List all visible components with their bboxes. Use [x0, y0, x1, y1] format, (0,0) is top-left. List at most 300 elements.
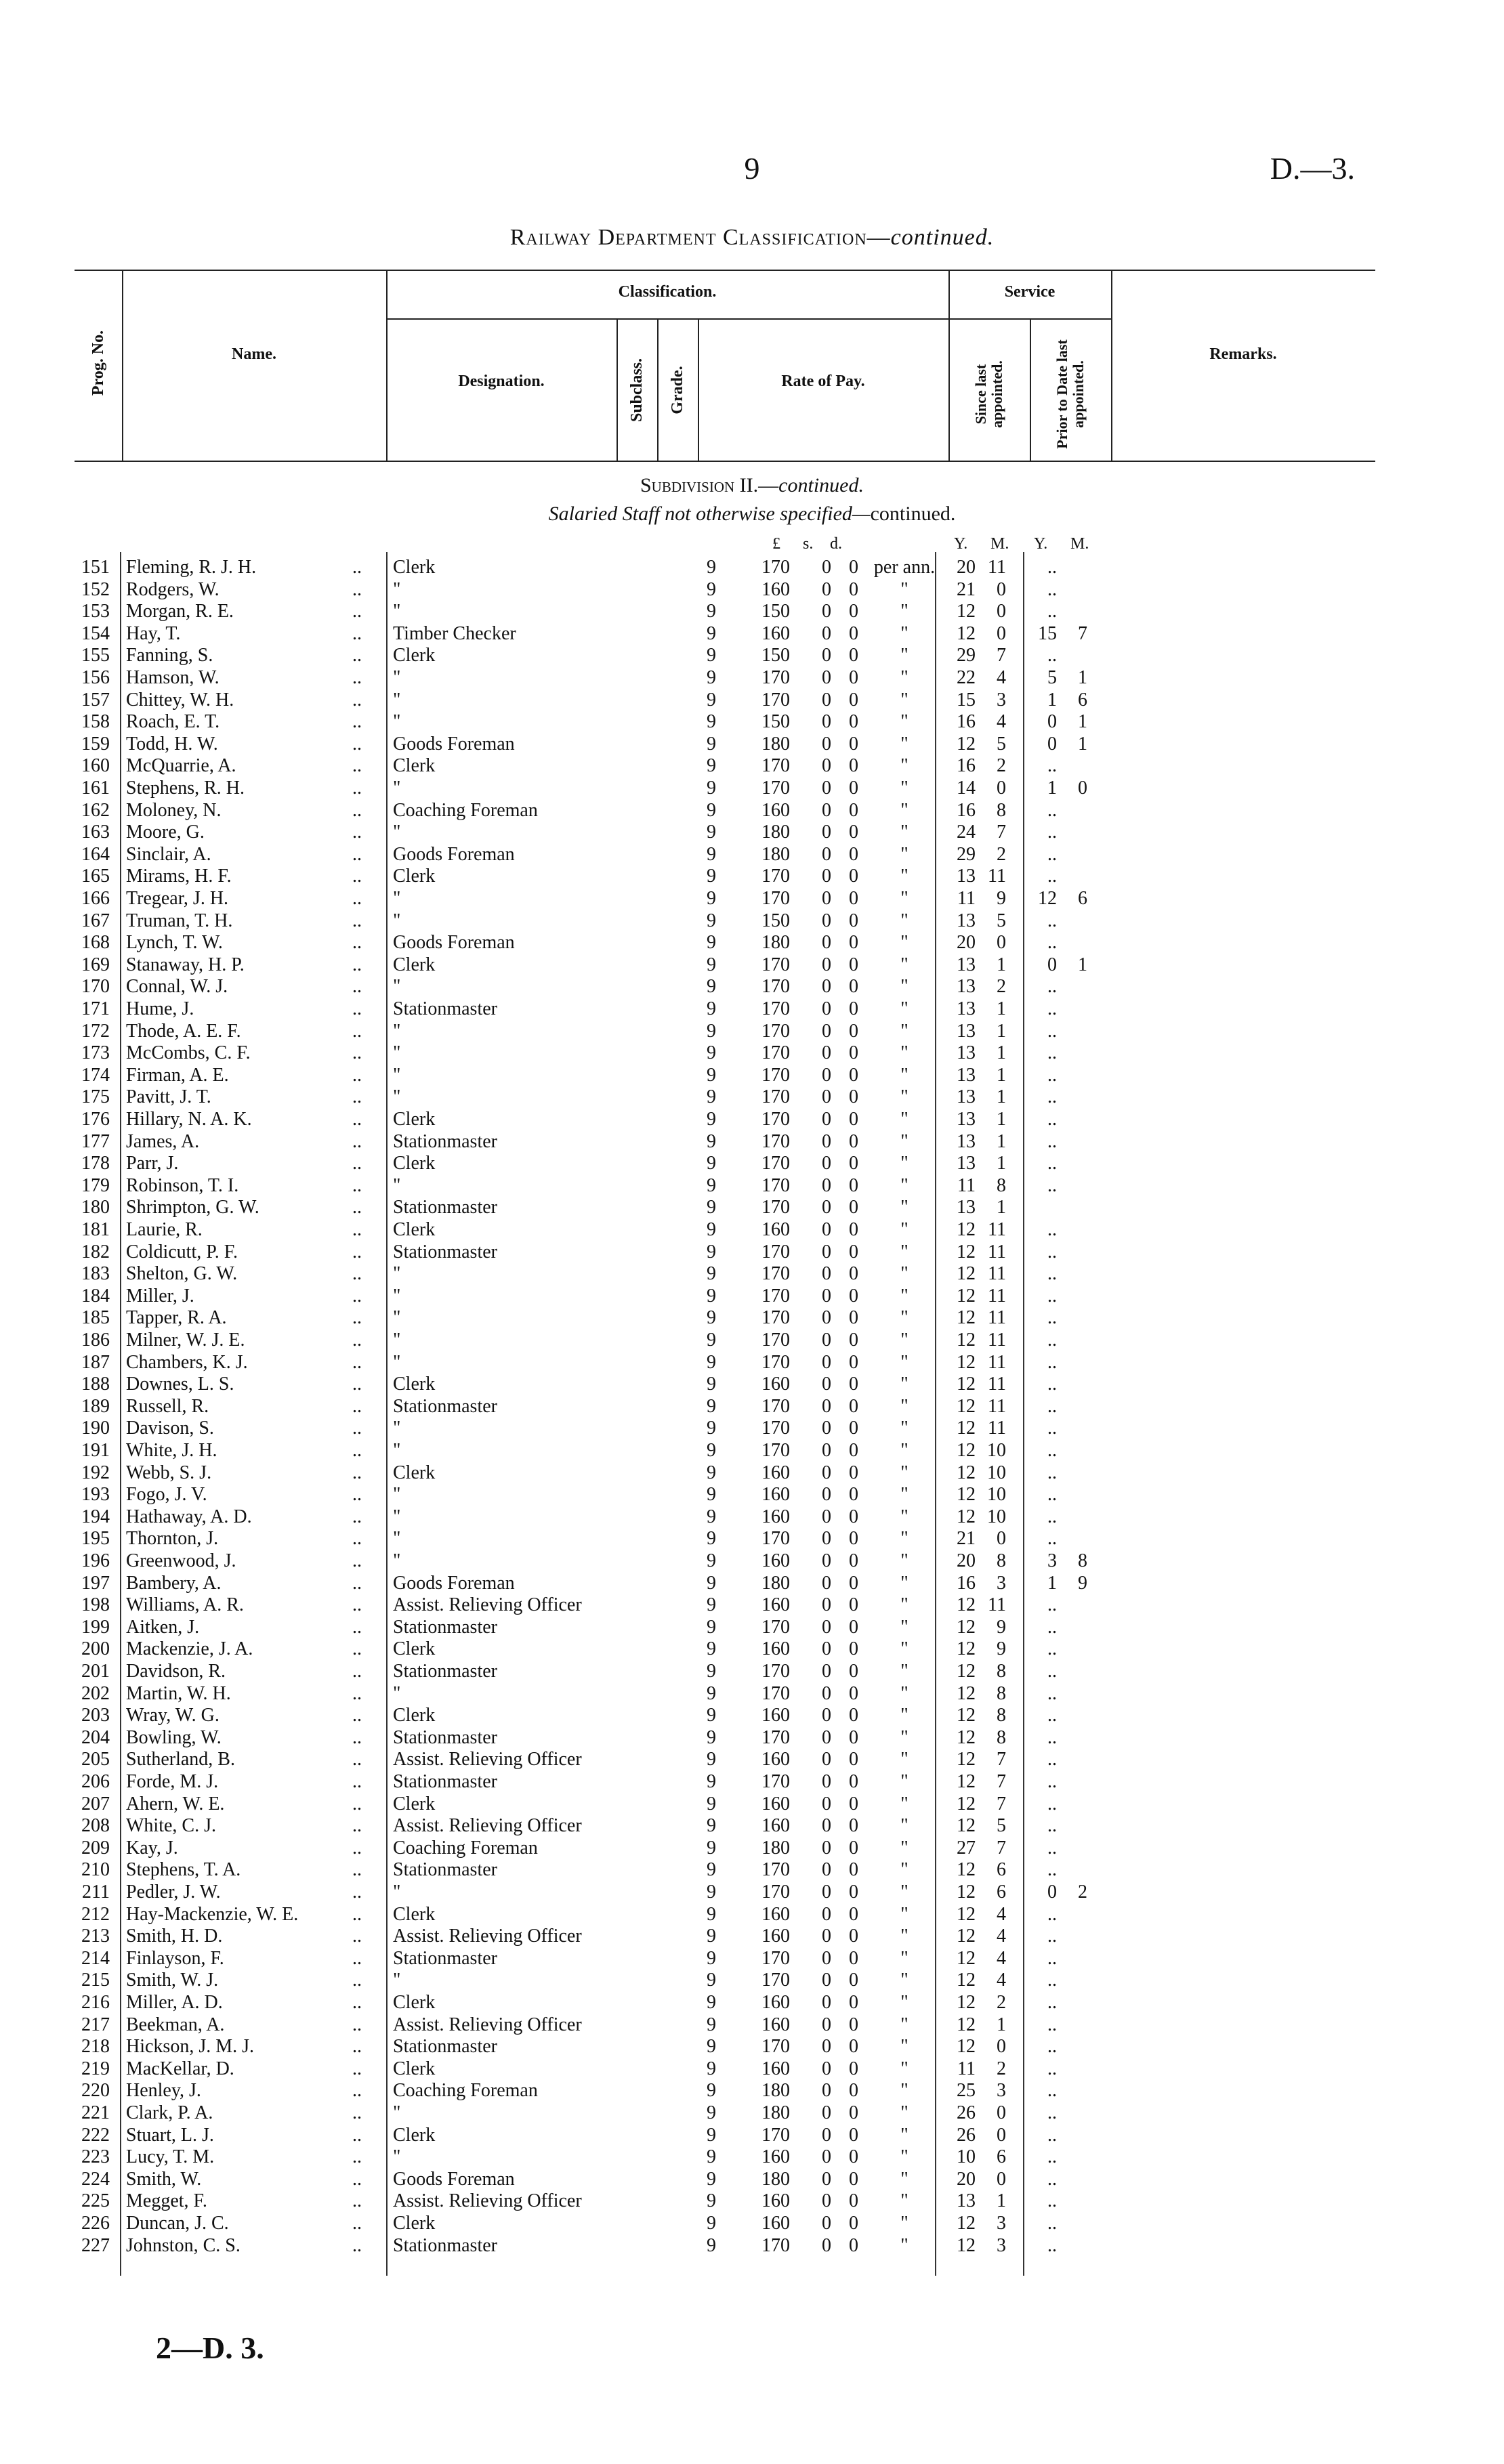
per-cell: " — [900, 1771, 908, 1792]
page-number: 9 — [744, 151, 760, 186]
grade-cell: 9 — [707, 1064, 716, 1086]
pounds-cell: 180 — [761, 2168, 790, 2190]
since-years-cell: 13 — [957, 1197, 976, 1218]
shillings-cell: 0 — [822, 1109, 831, 1130]
designation-cell: Clerk — [393, 1219, 436, 1240]
table-row — [75, 1241, 1158, 1263]
designation-cell: Assist. Relieving Officer — [393, 2190, 582, 2212]
name-cell: Parr, J. — [126, 1153, 179, 1174]
designation-cell: " — [393, 1042, 401, 1064]
per-cell: " — [900, 1086, 908, 1108]
table-row — [75, 1550, 1158, 1572]
pence-cell: 0 — [849, 888, 858, 909]
pence-cell: 0 — [849, 1726, 858, 1748]
leader-dots: .. — [352, 1307, 362, 1329]
name-cell: Stephens, T. A. — [126, 1859, 241, 1881]
pence-cell: 0 — [849, 1638, 858, 1660]
name-cell: Moore, G. — [126, 822, 205, 843]
pounds-cell: 180 — [761, 2102, 790, 2123]
prior-years-cell: .. — [1047, 1109, 1057, 1130]
prior-years-cell: .. — [1047, 1992, 1057, 2013]
table-row — [75, 1286, 1158, 1307]
pounds-cell: 180 — [761, 733, 790, 755]
leader-dots: .. — [352, 1550, 362, 1571]
grade-cell: 9 — [707, 1307, 716, 1329]
since-years-cell: 12 — [957, 1351, 976, 1373]
leader-dots: .. — [352, 2102, 362, 2123]
shillings-cell: 0 — [822, 1395, 831, 1417]
leader-dots: .. — [352, 1682, 362, 1704]
signature-code: 2—D. 3. — [156, 2331, 264, 2365]
since-months-cell: 10 — [987, 1506, 1006, 1527]
table-row — [75, 1815, 1158, 1837]
pence-cell: 0 — [849, 1705, 858, 1726]
prior-years-cell: .. — [1047, 1594, 1057, 1616]
prog-no-cell: 192 — [81, 1462, 110, 1483]
pence-cell: 0 — [849, 711, 858, 733]
grade-cell: 9 — [707, 910, 716, 931]
prog-no-cell: 216 — [81, 1992, 110, 2013]
leader-dots: .. — [352, 799, 362, 821]
prog-no-cell: 153 — [81, 601, 110, 622]
leader-dots: .. — [352, 2146, 362, 2168]
designation-cell: Assist. Relieving Officer — [393, 1749, 582, 1770]
pence-cell: 0 — [849, 601, 858, 622]
prog-no-cell: 160 — [81, 755, 110, 777]
table-row — [75, 1528, 1158, 1550]
name-cell: Clark, P. A. — [126, 2102, 213, 2123]
designation-cell: " — [393, 1418, 401, 1439]
per-cell: " — [900, 1859, 908, 1881]
prog-no-cell: 166 — [81, 888, 110, 909]
since-months-cell: 0 — [997, 1528, 1006, 1550]
designation-cell: Stationmaster — [393, 1241, 497, 1262]
since-months-cell: 2 — [997, 755, 1006, 777]
prior-years-cell: .. — [1047, 1815, 1057, 1837]
since-months-cell: 0 — [997, 578, 1006, 600]
name-cell: Todd, H. W. — [126, 733, 218, 755]
shillings-cell: 0 — [822, 822, 831, 843]
grade-cell: 9 — [707, 2102, 716, 2123]
pence-cell: 0 — [849, 822, 858, 843]
pence-cell: 0 — [849, 1330, 858, 1351]
per-cell: " — [900, 755, 908, 777]
shillings-cell: 0 — [822, 1749, 831, 1770]
prior-years-cell: .. — [1047, 2168, 1057, 2190]
prior-years-cell: .. — [1047, 2102, 1057, 2123]
prior-years-cell: .. — [1047, 1307, 1057, 1329]
grade-cell: 9 — [707, 1550, 716, 1571]
name-cell: Coldicutt, P. F. — [126, 1241, 238, 1262]
pounds-cell: 170 — [761, 1330, 790, 1351]
since-months-cell: 1 — [997, 1197, 1006, 1218]
leader-dots: .. — [352, 1153, 362, 1174]
shillings-cell: 0 — [822, 557, 831, 578]
shillings-cell: 0 — [822, 2168, 831, 2190]
name-cell: Miller, J. — [126, 1285, 194, 1307]
pounds-cell: 170 — [761, 1020, 790, 1042]
shillings-cell: 0 — [822, 1550, 831, 1571]
pounds-cell: 170 — [761, 2124, 790, 2146]
pounds-cell: 170 — [761, 1771, 790, 1792]
per-cell: " — [900, 1882, 908, 1903]
name-cell: Megget, F. — [126, 2190, 207, 2212]
prior-years-cell: .. — [1047, 1153, 1057, 1174]
grade-cell: 9 — [707, 2146, 716, 2168]
designation-cell: " — [393, 1086, 401, 1108]
shillings-cell: 0 — [822, 2058, 831, 2079]
prior-years-cell: .. — [1047, 1418, 1057, 1439]
designation-cell: " — [393, 1550, 401, 1571]
since-months-cell: 1 — [997, 998, 1006, 1019]
since-months-cell: 8 — [997, 1726, 1006, 1748]
prog-no-cell: 186 — [81, 1330, 110, 1351]
pounds-cell: 170 — [761, 689, 790, 710]
pounds-cell: 170 — [761, 1351, 790, 1373]
since-months-cell: 11 — [988, 557, 1006, 578]
header-divider — [1030, 318, 1031, 461]
pence-cell: 0 — [849, 1970, 858, 1991]
prog-no-cell: 213 — [81, 1926, 110, 1947]
grade-cell: 9 — [707, 2213, 716, 2234]
pounds-cell: 170 — [761, 1682, 790, 1704]
prior-years-cell: .. — [1047, 1859, 1057, 1881]
pounds-cell: 170 — [761, 667, 790, 688]
name-cell: Hathaway, A. D. — [126, 1506, 252, 1527]
unit-pence: d. — [830, 535, 842, 553]
prior-years-cell: .. — [1047, 1440, 1057, 1461]
prog-no-cell: 196 — [81, 1550, 110, 1571]
per-cell: " — [900, 1395, 908, 1417]
since-years-cell: 12 — [957, 1771, 976, 1792]
per-cell: " — [900, 1837, 908, 1858]
designation-cell: " — [393, 1506, 401, 1527]
since-months-cell: 9 — [997, 1616, 1006, 1638]
leader-dots: .. — [352, 1638, 362, 1660]
grade-cell: 9 — [707, 1749, 716, 1770]
since-years-cell: 29 — [957, 645, 976, 666]
since-months-cell: 11 — [988, 1374, 1006, 1395]
table-row — [75, 1109, 1158, 1130]
per-cell: " — [900, 998, 908, 1019]
grade-cell: 9 — [707, 2036, 716, 2058]
grade-cell: 9 — [707, 1705, 716, 1726]
per-cell: " — [900, 1153, 908, 1174]
since-years-cell: 12 — [957, 1859, 976, 1881]
pence-cell: 0 — [849, 1815, 858, 1837]
name-cell: Kay, J. — [126, 1837, 178, 1858]
designation-cell: Stationmaster — [393, 1726, 497, 1748]
table-row — [75, 1683, 1158, 1705]
pence-cell: 0 — [849, 1086, 858, 1108]
pence-cell: 0 — [849, 557, 858, 578]
since-years-cell: 12 — [957, 2213, 976, 2234]
pence-cell: 0 — [849, 1506, 858, 1527]
per-cell: " — [900, 1926, 908, 1947]
prior-years-cell: .. — [1047, 1020, 1057, 1042]
name-cell: Stuart, L. J. — [126, 2124, 214, 2146]
grade-cell: 9 — [707, 1042, 716, 1064]
prog-no-cell: 158 — [81, 711, 110, 733]
name-cell: Roach, E. T. — [126, 711, 220, 733]
leader-dots: .. — [352, 601, 362, 622]
prior-years-cell: .. — [1047, 2234, 1057, 2256]
shillings-cell: 0 — [822, 1440, 831, 1461]
name-cell: Fogo, J. V. — [126, 1484, 207, 1506]
since-months-cell: 11 — [988, 1395, 1006, 1417]
pounds-cell: 160 — [761, 1638, 790, 1660]
designation-cell: " — [393, 601, 401, 622]
shillings-cell: 0 — [822, 2146, 831, 2168]
pence-cell: 0 — [849, 1263, 858, 1285]
table-row — [75, 954, 1158, 976]
per-cell: " — [900, 1285, 908, 1307]
pounds-cell: 160 — [761, 2190, 790, 2212]
pounds-cell: 170 — [761, 1130, 790, 1152]
per-cell: " — [900, 2102, 908, 2123]
shillings-cell: 0 — [822, 954, 831, 975]
pence-cell: 0 — [849, 1351, 858, 1373]
shillings-cell: 0 — [822, 1616, 831, 1638]
pence-cell: 0 — [849, 2234, 858, 2256]
name-cell: Robinson, T. I. — [126, 1174, 239, 1196]
pounds-cell: 170 — [761, 1241, 790, 1262]
shillings-cell: 0 — [822, 755, 831, 777]
since-months-cell: 8 — [997, 799, 1006, 821]
grade-cell: 9 — [707, 1882, 716, 1903]
prior-years-cell: .. — [1047, 1130, 1057, 1152]
since-months-cell: 3 — [997, 2213, 1006, 2234]
table-row — [75, 1086, 1158, 1108]
pence-cell: 0 — [849, 2014, 858, 2035]
grade-cell: 9 — [707, 2058, 716, 2079]
per-cell: " — [900, 1174, 908, 1196]
designation-cell: " — [393, 1351, 401, 1373]
since-months-cell: 11 — [988, 1219, 1006, 1240]
since-years-cell: 16 — [957, 1572, 976, 1594]
pounds-cell: 170 — [761, 778, 790, 799]
designation-cell: Assist. Relieving Officer — [393, 1926, 582, 1947]
since-months-cell: 11 — [988, 1307, 1006, 1329]
per-cell: " — [900, 667, 908, 688]
since-years-cell: 12 — [957, 1219, 976, 1240]
pounds-cell: 150 — [761, 601, 790, 622]
grade-cell: 9 — [707, 2168, 716, 2190]
pence-cell: 0 — [849, 645, 858, 666]
table-title-continued: continued. — [890, 225, 995, 250]
designation-cell: " — [393, 1484, 401, 1506]
pence-cell: 0 — [849, 1307, 858, 1329]
prog-no-cell: 174 — [81, 1064, 110, 1086]
name-cell: Truman, T. H. — [126, 910, 233, 931]
pounds-cell: 170 — [761, 1970, 790, 1991]
grade-cell: 9 — [707, 1197, 716, 1218]
pounds-cell: 150 — [761, 645, 790, 666]
since-months-cell: 1 — [997, 1042, 1006, 1064]
since-months-cell: 2 — [997, 1992, 1006, 2013]
prog-no-cell: 190 — [81, 1418, 110, 1439]
designation-cell: " — [393, 667, 401, 688]
table-row — [75, 1418, 1158, 1439]
prior-years-cell: .. — [1047, 1793, 1057, 1814]
pence-cell: 0 — [849, 1219, 858, 1240]
leader-dots: .. — [352, 2190, 362, 2212]
shillings-cell: 0 — [822, 888, 831, 909]
prior-years-cell: .. — [1047, 2014, 1057, 2035]
leader-dots: .. — [352, 2058, 362, 2079]
leader-dots: .. — [352, 1351, 362, 1373]
since-months-cell: 0 — [997, 2102, 1006, 2123]
prior-years-cell: .. — [1047, 1726, 1057, 1748]
table-row — [75, 1065, 1158, 1086]
designation-cell: " — [393, 1263, 401, 1285]
grade-cell: 9 — [707, 1638, 716, 1660]
grade-cell: 9 — [707, 711, 716, 733]
shillings-cell: 0 — [822, 1572, 831, 1594]
leader-dots: .. — [352, 1749, 362, 1770]
since-months-cell: 11 — [988, 866, 1006, 887]
designation-cell: Clerk — [393, 755, 436, 777]
grade-cell: 9 — [707, 755, 716, 777]
pounds-cell: 170 — [761, 1528, 790, 1550]
pounds-cell: 170 — [761, 1307, 790, 1329]
since-years-cell: 12 — [957, 1815, 976, 1837]
grade-cell: 9 — [707, 822, 716, 843]
table-row — [75, 1661, 1158, 1682]
name-cell: Fanning, S. — [126, 645, 213, 666]
per-cell: " — [900, 578, 908, 600]
leader-dots: .. — [352, 1572, 362, 1594]
designation-cell: Coaching Foreman — [393, 799, 538, 821]
grade-cell: 9 — [707, 1837, 716, 1858]
leader-dots: .. — [352, 1109, 362, 1130]
grade-cell: 9 — [707, 1484, 716, 1506]
pence-cell: 0 — [849, 2036, 858, 2058]
prog-no-cell: 152 — [81, 578, 110, 600]
shillings-cell: 0 — [822, 1219, 831, 1240]
pence-cell: 0 — [849, 998, 858, 1019]
since-months-cell: 1 — [997, 2190, 1006, 2212]
since-months-cell: 8 — [997, 1661, 1006, 1682]
pounds-cell: 170 — [761, 1285, 790, 1307]
pounds-cell: 160 — [761, 1374, 790, 1395]
prior-months-cell: 1 — [1078, 733, 1087, 755]
col-service: Service — [1004, 283, 1056, 301]
designation-cell: Clerk — [393, 645, 436, 666]
name-cell: Connal, W. J. — [126, 976, 228, 998]
shillings-cell: 0 — [822, 1330, 831, 1351]
designation-cell: " — [393, 689, 401, 710]
leader-dots: .. — [352, 1815, 362, 1837]
pence-cell: 0 — [849, 1374, 858, 1395]
leader-dots: .. — [352, 1926, 362, 1947]
name-cell: Lynch, T. W. — [126, 932, 223, 954]
since-months-cell: 10 — [987, 1484, 1006, 1506]
pence-cell: 0 — [849, 2058, 858, 2079]
shillings-cell: 0 — [822, 1307, 831, 1329]
name-cell: Shelton, G. W. — [126, 1263, 238, 1285]
grade-cell: 9 — [707, 733, 716, 755]
name-cell: Williams, A. R. — [126, 1594, 244, 1616]
per-cell: " — [900, 1440, 908, 1461]
shillings-cell: 0 — [822, 2080, 831, 2102]
prior-years-cell: .. — [1047, 2058, 1057, 2079]
designation-cell: Clerk — [393, 1903, 436, 1925]
shillings-cell: 0 — [822, 1528, 831, 1550]
designation-cell: Clerk — [393, 1705, 436, 1726]
shillings-cell: 0 — [822, 843, 831, 865]
table-row — [75, 711, 1158, 733]
prior-years-cell: .. — [1047, 1484, 1057, 1506]
pounds-cell: 170 — [761, 2036, 790, 2058]
grade-cell: 9 — [707, 1947, 716, 1969]
table-title-main: Railway Department Classification— — [509, 225, 891, 250]
prog-no-cell: 175 — [81, 1086, 110, 1108]
prior-years-cell: .. — [1047, 932, 1057, 954]
since-years-cell: 13 — [957, 998, 976, 1019]
name-cell: Ahern, W. E. — [126, 1793, 225, 1814]
per-cell: " — [900, 1992, 908, 2013]
subtitle-continued: continued. — [870, 503, 956, 525]
shillings-cell: 0 — [822, 1042, 831, 1064]
shillings-cell: 0 — [822, 578, 831, 600]
prior-months-cell: 6 — [1078, 689, 1087, 710]
table-row — [75, 2169, 1158, 2190]
grade-cell: 9 — [707, 888, 716, 909]
table-row — [75, 1904, 1158, 1926]
table-row — [75, 689, 1158, 711]
pence-cell: 0 — [849, 1109, 858, 1130]
prog-no-cell: 189 — [81, 1395, 110, 1417]
per-cell: " — [900, 1197, 908, 1218]
table-row — [75, 1374, 1158, 1395]
name-cell: Moloney, N. — [126, 799, 222, 821]
pounds-cell: 160 — [761, 1594, 790, 1616]
name-cell: Finlayson, F. — [126, 1947, 224, 1969]
table-row — [75, 2213, 1158, 2234]
table-row — [75, 2058, 1158, 2080]
pence-cell: 0 — [849, 1661, 858, 1682]
per-cell: " — [900, 1682, 908, 1704]
since-years-cell: 12 — [957, 1395, 976, 1417]
pence-cell: 0 — [849, 1882, 858, 1903]
header-divider — [657, 318, 659, 461]
prog-no-cell: 182 — [81, 1241, 110, 1262]
leader-dots: .. — [352, 578, 362, 600]
pounds-cell: 160 — [761, 622, 790, 644]
since-months-cell: 5 — [997, 1815, 1006, 1837]
designation-cell: Stationmaster — [393, 998, 497, 1019]
pounds-cell: 160 — [761, 1462, 790, 1483]
since-years-cell: 12 — [957, 1285, 976, 1307]
table-row — [75, 778, 1158, 799]
prog-no-cell: 215 — [81, 1970, 110, 1991]
prior-years-cell: .. — [1047, 2036, 1057, 2058]
per-cell: " — [900, 2124, 908, 2146]
table-row — [75, 1440, 1158, 1462]
table-row — [75, 2235, 1158, 2257]
grade-cell: 9 — [707, 1616, 716, 1638]
leader-dots: .. — [352, 910, 362, 931]
pence-cell: 0 — [849, 1992, 858, 2013]
shillings-cell: 0 — [822, 1682, 831, 1704]
prior-years-cell: .. — [1047, 1682, 1057, 1704]
shillings-cell: 0 — [822, 1197, 831, 1218]
per-cell: " — [900, 2190, 908, 2212]
designation-cell: Clerk — [393, 1153, 436, 1174]
leader-dots: .. — [352, 1726, 362, 1748]
table-row — [75, 1175, 1158, 1197]
